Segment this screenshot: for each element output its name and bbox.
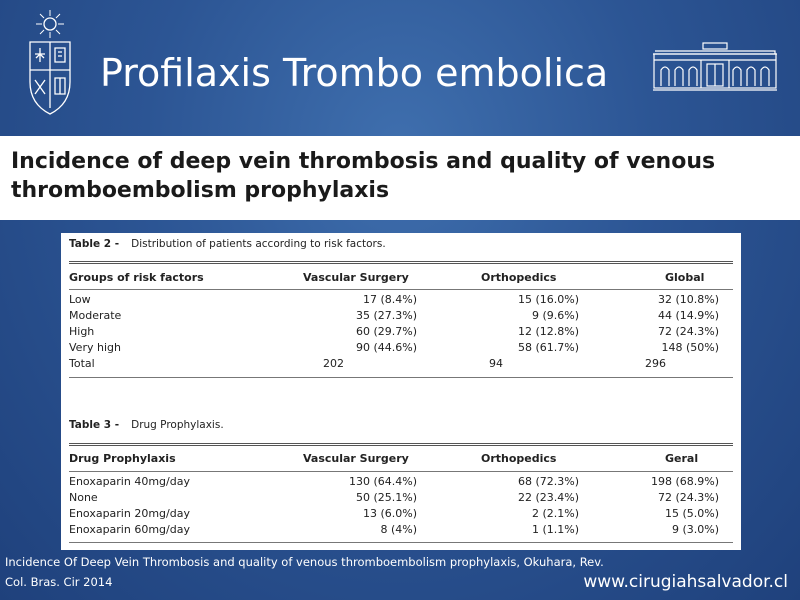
slide-title: Profilaxis Trombo embolica bbox=[100, 51, 609, 95]
table-row bbox=[69, 507, 733, 523]
row-label: Moderate bbox=[69, 309, 122, 322]
table3-label: Table 3 - bbox=[69, 419, 120, 431]
slide-subtitle: Incidence of deep vein thrombosis and quality of venous thromboembolism prophylaxis bbox=[11, 149, 716, 203]
table2-header-row bbox=[69, 271, 733, 287]
global-value: 296 bbox=[645, 357, 666, 370]
table3-header-geral: Geral bbox=[665, 452, 699, 465]
vascular-value: 50 (25.1%) bbox=[355, 491, 417, 504]
vascular-value: 202 bbox=[323, 357, 344, 370]
orthopedics-value: 12 (12.8%) bbox=[517, 325, 579, 338]
geral-value: 72 (24.3%) bbox=[657, 491, 719, 504]
citation-text: Incidence Of Deep Vein Thrombosis and quality of venous thromboembolism prophylaxis, Okuhara, Rev. Col. Bras. Cir 2014 bbox=[5, 555, 604, 589]
table2-header-rule bbox=[69, 289, 733, 290]
orthopedics-value: 94 bbox=[489, 357, 503, 370]
row-label: Low bbox=[69, 293, 91, 306]
table-row bbox=[69, 341, 733, 357]
table-row bbox=[69, 523, 733, 539]
table2-header-groups: Groups of risk factors bbox=[69, 271, 204, 284]
table3-bottom-rule bbox=[69, 542, 733, 543]
table2-top-rule bbox=[69, 261, 733, 264]
orthopedics-value: 15 (16.0%) bbox=[517, 293, 579, 306]
orthopedics-value: 22 (23.4%) bbox=[517, 491, 579, 504]
table2-header-vascular: Vascular Surgery bbox=[303, 271, 409, 284]
orthopedics-value: 2 (2.1%) bbox=[531, 507, 579, 520]
orthopedics-value: 68 (72.3%) bbox=[517, 475, 579, 488]
table3-top-rule bbox=[69, 443, 733, 446]
university-crest-icon bbox=[20, 8, 80, 120]
row-label: Enoxaparin 60mg/day bbox=[69, 523, 190, 536]
vascular-value: 35 (27.3%) bbox=[355, 309, 417, 322]
table-row bbox=[69, 357, 733, 373]
row-label: Total bbox=[69, 357, 95, 370]
table3-header-rule bbox=[69, 471, 733, 472]
building-facade-icon bbox=[651, 42, 779, 92]
geral-value: 15 (5.0%) bbox=[664, 507, 719, 520]
vascular-value: 17 (8.4%) bbox=[362, 293, 417, 306]
table2-caption-text: Distribution of patients according to risk factors. bbox=[131, 238, 386, 250]
row-label: Enoxaparin 40mg/day bbox=[69, 475, 190, 488]
table3-header-orthopedics: Orthopedics bbox=[481, 452, 557, 465]
row-label: None bbox=[69, 491, 98, 504]
tables-panel bbox=[61, 233, 741, 550]
vascular-value: 8 (4%) bbox=[380, 523, 417, 536]
orthopedics-value: 1 (1.1%) bbox=[531, 523, 579, 536]
vascular-value: 13 (6.0%) bbox=[362, 507, 417, 520]
table3-header-vascular: Vascular Surgery bbox=[303, 452, 409, 465]
global-value: 32 (10.8%) bbox=[657, 293, 719, 306]
geral-value: 198 (68.9%) bbox=[650, 475, 719, 488]
table-row bbox=[69, 325, 733, 341]
table2-bottom-rule bbox=[69, 377, 733, 378]
vascular-value: 60 (29.7%) bbox=[355, 325, 417, 338]
orthopedics-value: 9 (9.6%) bbox=[531, 309, 579, 322]
table2-header-orthopedics: Orthopedics bbox=[481, 271, 557, 284]
vascular-value: 130 (64.4%) bbox=[348, 475, 417, 488]
table3-header-row bbox=[69, 452, 733, 468]
table3-header-drug: Drug Prophylaxis bbox=[69, 452, 176, 465]
global-value: 72 (24.3%) bbox=[657, 325, 719, 338]
orthopedics-value: 58 (61.7%) bbox=[517, 341, 579, 354]
subtitle-band bbox=[0, 136, 800, 220]
table2-caption bbox=[69, 238, 386, 250]
vascular-value: 90 (44.6%) bbox=[355, 341, 417, 354]
table-row bbox=[69, 293, 733, 309]
row-label: Very high bbox=[69, 341, 121, 354]
table3-caption bbox=[69, 419, 224, 431]
table2-header-global: Global bbox=[665, 271, 705, 284]
geral-value: 9 (3.0%) bbox=[671, 523, 719, 536]
website-link[interactable]: www.cirugiahsalvador.cl bbox=[583, 572, 788, 592]
table3-caption-text: Drug Prophylaxis. bbox=[131, 419, 224, 431]
global-value: 44 (14.9%) bbox=[657, 309, 719, 322]
table-row bbox=[69, 309, 733, 325]
global-value: 148 (50%) bbox=[661, 341, 719, 354]
table2-label: Table 2 - bbox=[69, 238, 120, 250]
row-label: High bbox=[69, 325, 95, 338]
table-row bbox=[69, 491, 733, 507]
row-label: Enoxaparin 20mg/day bbox=[69, 507, 190, 520]
table-row bbox=[69, 475, 733, 491]
